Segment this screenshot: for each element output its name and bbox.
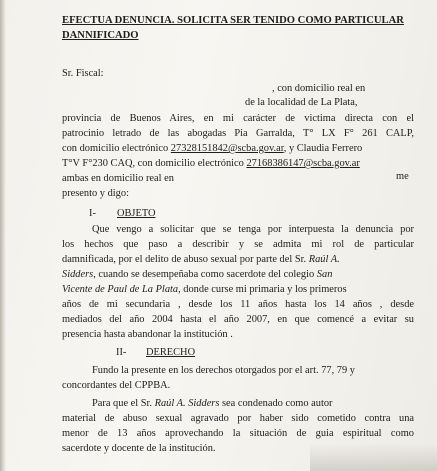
- p1-line3: provincia de Buenos Aires, en mi carácter de victima directa con el: [62, 113, 414, 124]
- s1-name-part2: Sidders: [62, 269, 94, 280]
- s1-line4: [62, 268, 332, 281]
- section2-heading: DERECHO: [146, 347, 196, 358]
- page-bottom-shade: [310, 443, 437, 471]
- email-link-2[interactable]: 27168386147@scba.gov.ar: [246, 158, 360, 169]
- page-shadow: [0, 0, 6, 471]
- s1-line2: los hechos que paso a describir y se admita mi rol de particular: [62, 239, 414, 250]
- s1-name-part1: Raúl A.: [308, 254, 340, 265]
- p1-line7-end: me: [396, 171, 409, 182]
- s1-line3: [62, 253, 340, 266]
- s2-line5: menor de 13 años aprovechando la situación de guia espiritual como: [62, 428, 414, 439]
- section1-number: I-: [89, 208, 96, 219]
- s2-line3: [92, 397, 333, 410]
- s1-line1: Que vengo a solicitar que se tenga por interpuesta la denuncia por: [92, 224, 414, 235]
- email-link-1[interactable]: 27328151842@scba.gov.ar: [170, 143, 284, 154]
- p1-line4: patrocinio letrado de las abogadas Pia Garralda, T° LX F° 261 CALP,: [62, 128, 414, 139]
- p1-line1: , con domicilio real en: [272, 83, 366, 94]
- s2-line6: sacerdote y docente de la institución.: [62, 443, 216, 454]
- section1-heading: OBJETO: [117, 208, 156, 219]
- p1-line5-text: con domicilio electrónico: [62, 143, 169, 154]
- p1-line6: [62, 157, 360, 170]
- doc-title-line1: EFECTUA DENUNCIA. SOLICITA SER TENIDO COMO PARTICULAR: [62, 15, 404, 26]
- p1-line5: [62, 142, 362, 155]
- s1-line8: presencia hasta abandonar la institución .: [62, 329, 233, 340]
- s1-line3-text: damnificada, por el delito de abuso sexual por parte del Sr.: [62, 254, 307, 265]
- doc-title-line2: DANNIFICADO: [62, 30, 139, 41]
- s2-line4: material de abuso sexual agravado por haber sido cometido contra una: [62, 413, 414, 424]
- p1-line5-tail: , y Claudia Ferrero: [283, 143, 363, 154]
- s1-line5: [62, 283, 347, 296]
- s2-line2: concordantes del CPPBA.: [62, 380, 171, 391]
- p1-line2: de la localidad de La Plata,: [245, 97, 358, 108]
- s1-line4-text: , cuando se desempeñaba como sacerdote del colegio: [93, 269, 315, 280]
- p1-line8: presento y digo:: [62, 188, 129, 199]
- s1-line7: mediados del año 2004 hasta el año 2007, en que comencé a evitar su: [62, 314, 414, 325]
- s1-school-part2: Vicente de Paul de La Plata: [62, 284, 179, 295]
- s2-name: Raúl A. Sidders: [154, 398, 220, 409]
- salutation: Sr. Fiscal:: [62, 68, 104, 79]
- s2-line3-text: Para que el Sr.: [92, 398, 153, 409]
- p1-line6-text: T°V F°230 CAQ, con domicilio electrónico: [62, 158, 244, 169]
- s1-line6: años de mi secundaria , desde los 11 años hasta los 14 años , desde: [62, 299, 414, 310]
- s1-line5-text: , donde curse mi primaria y los primeros: [178, 284, 347, 295]
- section2-number: II-: [116, 347, 127, 358]
- p1-line7: ambas en domicilio real en: [62, 173, 174, 184]
- s1-school-part1: San: [316, 269, 333, 280]
- s2-line3-tail: sea condenado como autor: [222, 398, 333, 409]
- s2-line1: Fundo la presente en los derechos otorgados por el art. 77, 79 y: [92, 365, 355, 376]
